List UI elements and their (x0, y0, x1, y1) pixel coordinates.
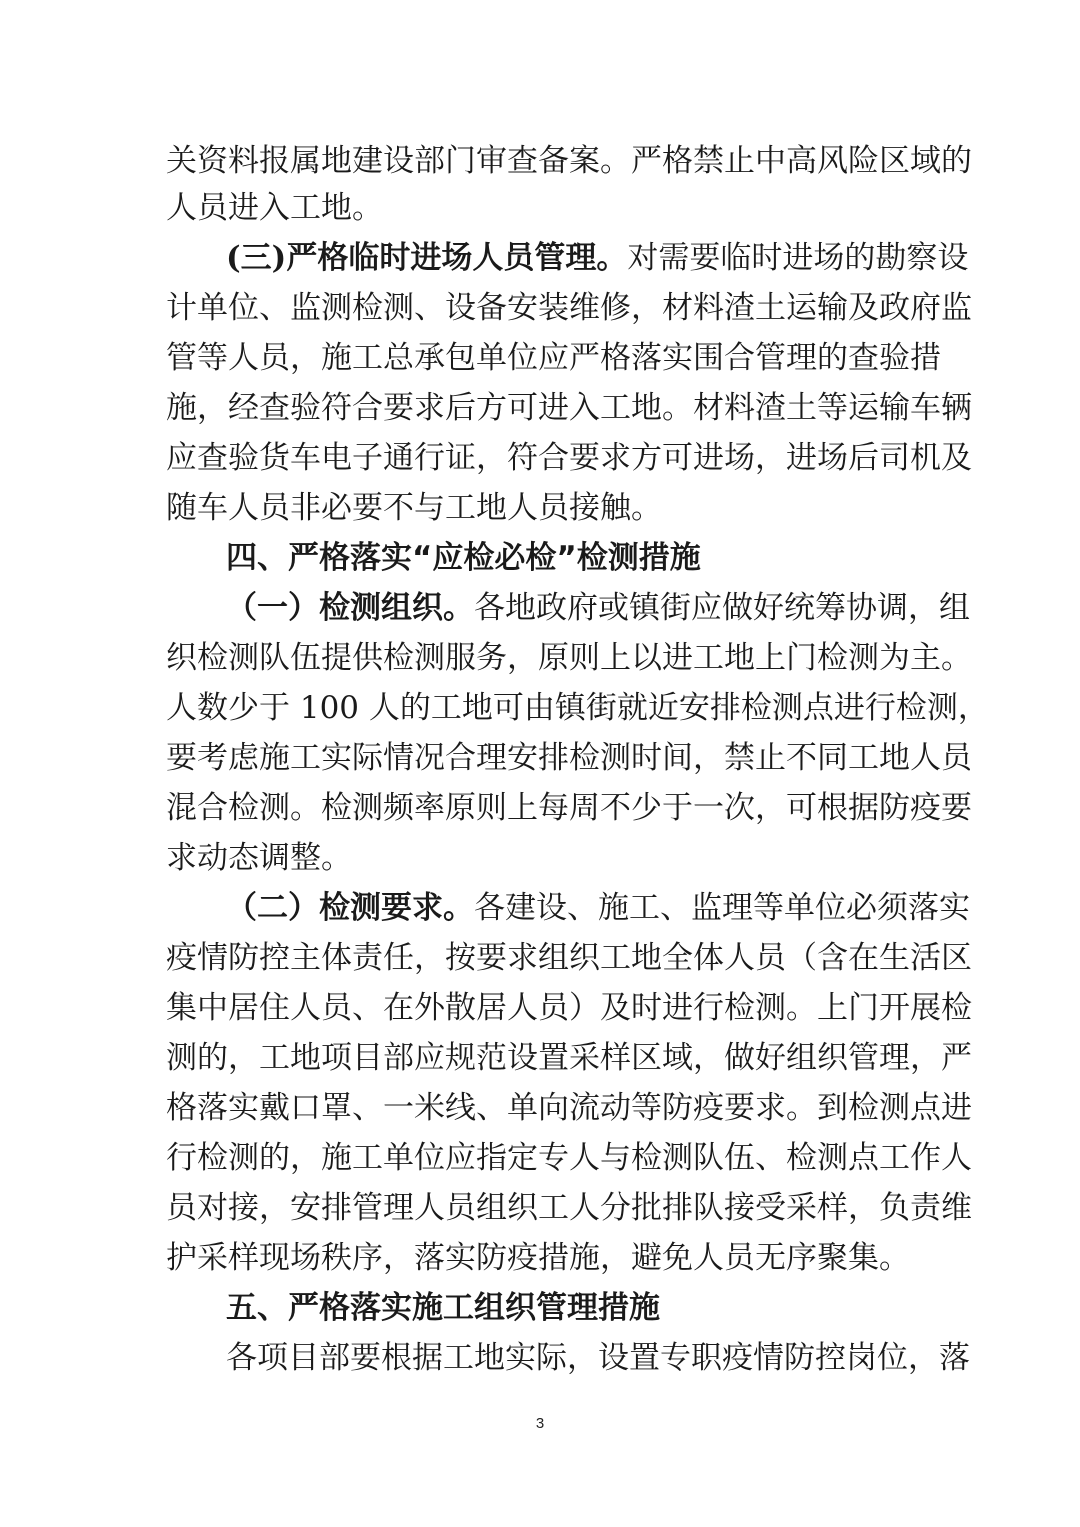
subsection-line (226, 588, 970, 628)
page-number: 3 (535, 1415, 545, 1432)
subsection-heading: (三)严格临时进场人员管理。 (226, 240, 628, 276)
body-text-line: 人数少于 100 人的工地可由镇街就近安排检测点进行检测， (166, 690, 989, 726)
subsection-heading: （一）检测组织。 (226, 590, 474, 626)
body-text-line: 要考虑施工实际情况合理安排检测时间，禁止不同工地人员 (166, 740, 972, 776)
body-text-line: 各项目部要根据工地实际，设置专职疫情防控岗位，落 (226, 1340, 970, 1376)
body-text: 各建设、施工、监理等单位必须落实 (474, 890, 970, 926)
body-text-line: 员对接，安排管理人员组织工人分批排队接受采样，负责维 (166, 1190, 972, 1226)
body-text-line: 应查验货车电子通行证，符合要求方可进场，进场后司机及 (166, 440, 972, 476)
section-heading: 四、严格落实“应检必检”检测措施 (226, 540, 701, 576)
body-text-line: 织检测队伍提供检测服务，原则上以进工地上门检测为主。 (166, 640, 972, 676)
body-text-line: 测的，工地项目部应规范设置采样区域，做好组织管理，严 (166, 1040, 972, 1076)
body-text-line: 计单位、监测检测、设备安装维修，材料渣土运输及政府监 (166, 290, 972, 326)
body-text-line: 疫情防控主体责任，按要求组织工地全体人员（含在生活区 (166, 940, 972, 976)
body-text-line: 随车人员非必要不与工地人员接触。 (166, 490, 662, 526)
body-text-line: 格落实戴口罩、一米线、单向流动等防疫要求。到检测点进 (166, 1090, 972, 1126)
body-text-line: 管等人员，施工总承包单位应严格落实围合管理的查验措 (166, 340, 941, 376)
section-heading: 五、严格落实施工组织管理措施 (226, 1290, 660, 1326)
subsection-line (226, 888, 970, 928)
subsection-heading: （二）检测要求。 (226, 890, 474, 926)
body-text-line: 关资料报属地建设部门审查备案。严格禁止中高风险区域的 (166, 143, 972, 179)
body-text-line: 行检测的，施工单位应指定专人与检测队伍、检测点工作人 (166, 1140, 972, 1176)
body-text-line: 混合检测。检测频率原则上每周不少于一次，可根据防疫要 (166, 790, 972, 826)
body-text: 对需要临时进场的勘察设 (627, 240, 969, 276)
subsection-line (226, 238, 969, 278)
body-text-line: 集中居住人员、在外散居人员）及时进行检测。上门开展检 (166, 990, 972, 1026)
body-text-line: 护采样现场秩序，落实防疫措施，避免人员无序聚集。 (166, 1240, 910, 1276)
body-text-line: 施，经查验符合要求后方可进入工地。材料渣土等运输车辆 (166, 390, 972, 426)
body-text-line: 求动态调整。 (166, 840, 352, 876)
body-text: 各地政府或镇街应做好统筹协调，组 (474, 590, 970, 626)
body-text-line: 人员进入工地。 (166, 190, 383, 226)
